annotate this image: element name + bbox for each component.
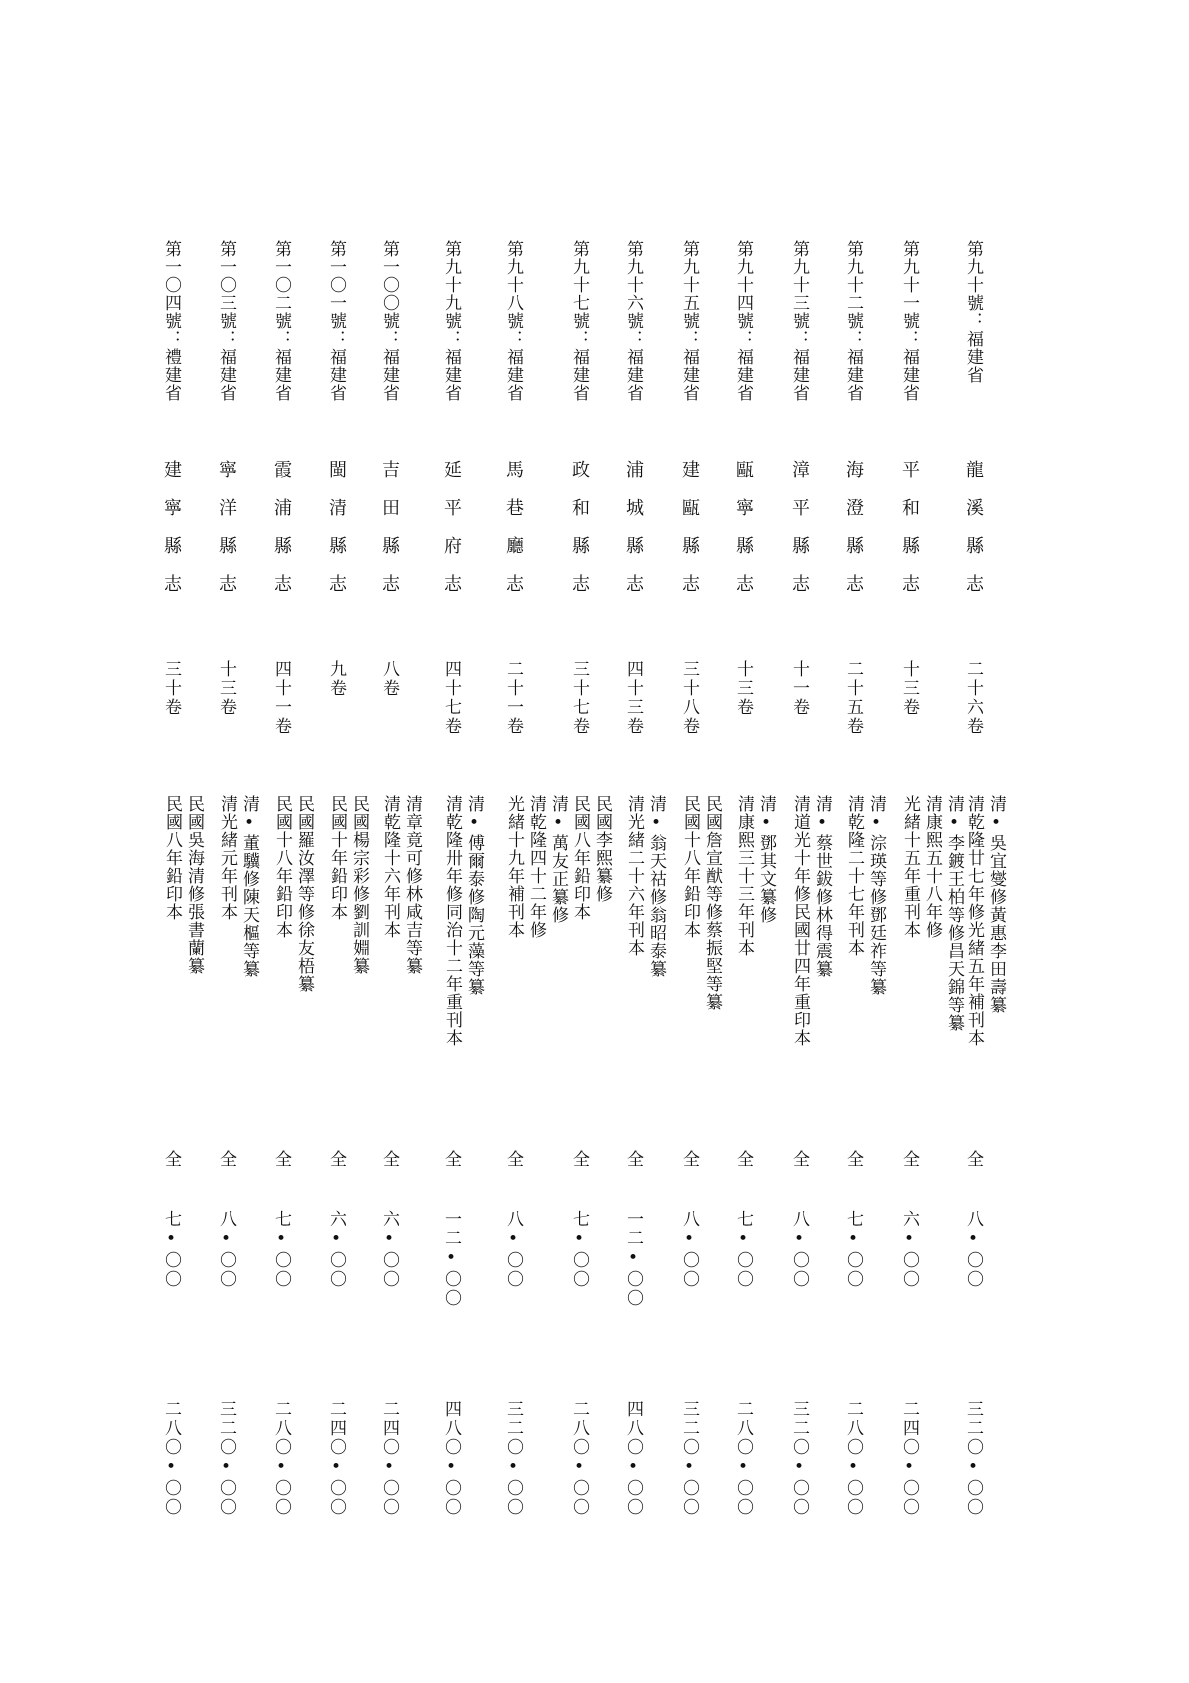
entry-number: 第九十九號：福建省 bbox=[441, 240, 461, 402]
entry-price-total: 三二〇•〇〇 bbox=[216, 1400, 236, 1517]
entry-volumes: 四十三卷 bbox=[623, 660, 643, 736]
entry-price: 八•〇〇 bbox=[679, 1210, 699, 1289]
edition-line: 民國羅汝澤等修徐友梧纂 bbox=[294, 795, 314, 993]
entry-price: 七•〇〇 bbox=[271, 1210, 291, 1289]
edition-line: 民國十八年鉛印本 bbox=[272, 795, 292, 939]
entry-number: 第九十五號：福建省 bbox=[679, 240, 699, 402]
entry-price: 七•〇〇 bbox=[843, 1210, 863, 1289]
entry-editions bbox=[327, 795, 369, 975]
entry-title: 浦城縣志 bbox=[623, 460, 644, 612]
entry-volumes: 四十一卷 bbox=[271, 660, 291, 736]
entry-title: 甌寧縣志 bbox=[733, 460, 754, 612]
entry-number: 第九十四號：福建省 bbox=[733, 240, 753, 402]
catalog-entry bbox=[442, 0, 498, 1683]
entry-price: 八•〇〇 bbox=[503, 1210, 523, 1289]
entry-price: 八•〇〇 bbox=[789, 1210, 809, 1289]
entry-title: 吉田縣志 bbox=[379, 460, 400, 612]
edition-line: 清光緒二十六年刊本 bbox=[624, 795, 644, 957]
entry-price-total: 二八〇•〇〇 bbox=[733, 1400, 753, 1517]
entry-editions bbox=[900, 795, 964, 1032]
catalog-entry bbox=[162, 0, 218, 1683]
edition-line: 清乾隆二十七年刊本 bbox=[844, 795, 864, 957]
entry-number: 第九十六號：福建省 bbox=[623, 240, 643, 402]
catalog-entry bbox=[380, 0, 436, 1683]
entry-completeness: 全 bbox=[271, 1150, 291, 1167]
catalog-entry bbox=[570, 0, 626, 1683]
entry-number: 第九十號：福建省 bbox=[963, 240, 983, 384]
catalog-entry bbox=[217, 0, 273, 1683]
entry-editions bbox=[734, 795, 776, 957]
entry-editions bbox=[844, 795, 886, 996]
edition-line: 清章竟可修林咸吉等纂 bbox=[402, 795, 422, 975]
entry-number: 第九十八號：福建省 bbox=[503, 240, 523, 402]
entry-number: 第九十七號：福建省 bbox=[569, 240, 589, 402]
edition-line: 民國吳海清修張書蘭纂 bbox=[184, 795, 204, 975]
edition-line: 清光緒元年刊本 bbox=[217, 795, 237, 921]
entry-editions bbox=[442, 795, 484, 1047]
entry-price-total: 四八〇•〇〇 bbox=[623, 1400, 643, 1517]
catalog-entry bbox=[734, 0, 790, 1683]
entry-title: 海澄縣志 bbox=[843, 460, 864, 612]
entry-completeness: 全 bbox=[679, 1150, 699, 1167]
entry-price-total: 二四〇•〇〇 bbox=[899, 1400, 919, 1517]
entry-price-total: 二四〇•〇〇 bbox=[326, 1400, 346, 1517]
entry-volumes: 二十六卷 bbox=[963, 660, 983, 736]
entry-completeness: 全 bbox=[843, 1150, 863, 1167]
entry-number: 第九十二號：福建省 bbox=[843, 240, 863, 402]
edition-line: 民國十八年鉛印本 bbox=[680, 795, 700, 939]
edition-line: 民國八年鉛印本 bbox=[162, 795, 182, 921]
entry-completeness: 全 bbox=[789, 1150, 809, 1167]
catalog-entry bbox=[964, 0, 1020, 1683]
catalog-entry bbox=[680, 0, 736, 1683]
edition-line: 清•董驥修陳天樞等纂 bbox=[239, 795, 259, 978]
edition-line: 清康熙五十八年修 bbox=[922, 795, 942, 939]
entry-price: 八•〇〇 bbox=[216, 1210, 236, 1289]
entry-number: 第九十三號：福建省 bbox=[789, 240, 809, 402]
entry-title: 建寧縣志 bbox=[161, 460, 182, 612]
entry-volumes: 二十一卷 bbox=[503, 660, 523, 736]
entry-volumes: 三十卷 bbox=[161, 660, 181, 717]
entry-title: 建甌縣志 bbox=[679, 460, 700, 612]
edition-line: 民國李熙纂修 bbox=[592, 795, 612, 903]
entry-completeness: 全 bbox=[326, 1150, 346, 1167]
entry-price-total: 二八〇•〇〇 bbox=[161, 1400, 181, 1517]
entry-number: 第一〇〇號：福建省 bbox=[379, 240, 399, 402]
entry-editions bbox=[217, 795, 259, 978]
entry-completeness: 全 bbox=[569, 1150, 589, 1167]
entry-editions bbox=[790, 795, 832, 1047]
entry-price: 七•〇〇 bbox=[733, 1210, 753, 1289]
entry-completeness: 全 bbox=[733, 1150, 753, 1167]
entry-editions bbox=[272, 795, 314, 993]
entry-price-total: 三二〇•〇〇 bbox=[503, 1400, 523, 1517]
edition-line: 清•蔡世鈸修林得震纂 bbox=[812, 795, 832, 978]
entry-number: 第九十一號：福建省 bbox=[899, 240, 919, 402]
entry-editions bbox=[624, 795, 666, 978]
entry-volumes: 八卷 bbox=[379, 660, 399, 698]
entry-price-total: 三二〇•〇〇 bbox=[679, 1400, 699, 1517]
entry-price-total: 二八〇•〇〇 bbox=[271, 1400, 291, 1517]
edition-line: 清•淙瑛等修鄧廷祚等纂 bbox=[866, 795, 886, 996]
entry-number: 第一〇一號：福建省 bbox=[326, 240, 346, 402]
entry-price-total: 三二〇•〇〇 bbox=[789, 1400, 809, 1517]
entry-completeness: 全 bbox=[379, 1150, 399, 1167]
entry-completeness: 全 bbox=[623, 1150, 643, 1167]
catalog-entry bbox=[272, 0, 328, 1683]
entry-price: 八•〇〇 bbox=[963, 1210, 983, 1289]
edition-line: 民國詹宣猷等修蔡振堅等纂 bbox=[702, 795, 722, 1011]
entry-editions bbox=[964, 795, 1006, 1047]
catalog-entry bbox=[899, 0, 964, 1683]
entry-price-total: 四八〇•〇〇 bbox=[441, 1400, 461, 1517]
catalog-entry bbox=[844, 0, 900, 1683]
edition-line: 光緒十五年重刊本 bbox=[900, 795, 920, 939]
entry-title: 寧洋縣志 bbox=[216, 460, 237, 612]
entry-price: 七•〇〇 bbox=[569, 1210, 589, 1289]
edition-line: 清乾隆十六年刊本 bbox=[380, 795, 400, 939]
edition-line: 民國楊宗彩修劉訓婣纂 bbox=[349, 795, 369, 975]
edition-line: 民國十年鉛印本 bbox=[327, 795, 347, 921]
entry-completeness: 全 bbox=[216, 1150, 236, 1167]
entry-completeness: 全 bbox=[441, 1150, 461, 1167]
edition-line: 清乾隆卅年修同治十二年重刊本 bbox=[442, 795, 462, 1047]
edition-line: 清•傅爾泰修陶元藻等纂 bbox=[464, 795, 484, 996]
entry-number: 第一〇三號：福建省 bbox=[216, 240, 236, 402]
entry-price-total: 二八〇•〇〇 bbox=[843, 1400, 863, 1517]
entry-price-total: 二四〇•〇〇 bbox=[379, 1400, 399, 1517]
entry-editions bbox=[570, 795, 612, 921]
edition-line: 民國八年鉛印本 bbox=[570, 795, 590, 921]
entry-price: 七•〇〇 bbox=[161, 1210, 181, 1289]
entry-title: 龍溪縣志 bbox=[963, 460, 984, 612]
entry-price: 六•〇〇 bbox=[379, 1210, 399, 1289]
entry-title: 馬巷廳志 bbox=[503, 460, 524, 612]
entry-number: 第一〇四號：禮建省 bbox=[161, 240, 181, 402]
entry-completeness: 全 bbox=[899, 1150, 919, 1167]
entry-price: 一二•〇〇 bbox=[623, 1210, 643, 1308]
entry-volumes: 三十七卷 bbox=[569, 660, 589, 736]
edition-line: 清乾隆四十二年修 bbox=[526, 795, 546, 939]
catalog-entry bbox=[327, 0, 383, 1683]
entry-title: 閩清縣志 bbox=[326, 460, 347, 612]
entry-title: 延平府志 bbox=[441, 460, 462, 612]
entry-volumes: 十三卷 bbox=[733, 660, 753, 717]
entry-title: 漳平縣志 bbox=[789, 460, 810, 612]
entry-editions bbox=[162, 795, 204, 975]
entry-volumes: 四十七卷 bbox=[441, 660, 461, 736]
entry-price-total: 二八〇•〇〇 bbox=[569, 1400, 589, 1517]
catalog-entry bbox=[624, 0, 680, 1683]
edition-line: 清•萬友正纂修 bbox=[548, 795, 568, 924]
catalog-entry bbox=[790, 0, 846, 1683]
entry-editions bbox=[680, 795, 722, 1011]
edition-line: 清•鄧其文纂修 bbox=[756, 795, 776, 924]
edition-line: 光緒十九年補刊本 bbox=[504, 795, 524, 939]
entry-number: 第一〇二號：福建省 bbox=[271, 240, 291, 402]
entry-title: 霞浦縣志 bbox=[271, 460, 292, 612]
entry-volumes: 二十五卷 bbox=[843, 660, 863, 736]
entry-price: 六•〇〇 bbox=[899, 1210, 919, 1289]
entry-completeness: 全 bbox=[161, 1150, 181, 1167]
entry-price: 六•〇〇 bbox=[326, 1210, 346, 1289]
entry-volumes: 十三卷 bbox=[216, 660, 236, 717]
entry-completeness: 全 bbox=[963, 1150, 983, 1167]
entry-volumes: 十三卷 bbox=[899, 660, 919, 717]
edition-line: 清•吳宜燮修黃惠李田壽纂 bbox=[986, 795, 1006, 1014]
entry-editions bbox=[504, 795, 568, 939]
entry-price-total: 三二〇•〇〇 bbox=[963, 1400, 983, 1517]
edition-line: 清•翁天祜修翁昭泰纂 bbox=[646, 795, 666, 978]
entry-volumes: 三十八卷 bbox=[679, 660, 699, 736]
entry-price: 一二•〇〇 bbox=[441, 1210, 461, 1308]
edition-line: 清康熙三十三年刊本 bbox=[734, 795, 754, 957]
entry-volumes: 九卷 bbox=[326, 660, 346, 698]
entry-title: 平和縣志 bbox=[899, 460, 920, 612]
entry-completeness: 全 bbox=[503, 1150, 523, 1167]
entry-volumes: 十一卷 bbox=[789, 660, 809, 717]
entry-title: 政和縣志 bbox=[569, 460, 590, 612]
entry-editions bbox=[380, 795, 422, 975]
edition-line: 清•李鍍王柏等修昌天錦等纂 bbox=[944, 795, 964, 1032]
catalog-entry bbox=[503, 0, 568, 1683]
edition-line: 清乾隆廿七年修光緒五年補刊本 bbox=[964, 795, 984, 1047]
edition-line: 清道光十年修民國廿四年重印本 bbox=[790, 795, 810, 1047]
